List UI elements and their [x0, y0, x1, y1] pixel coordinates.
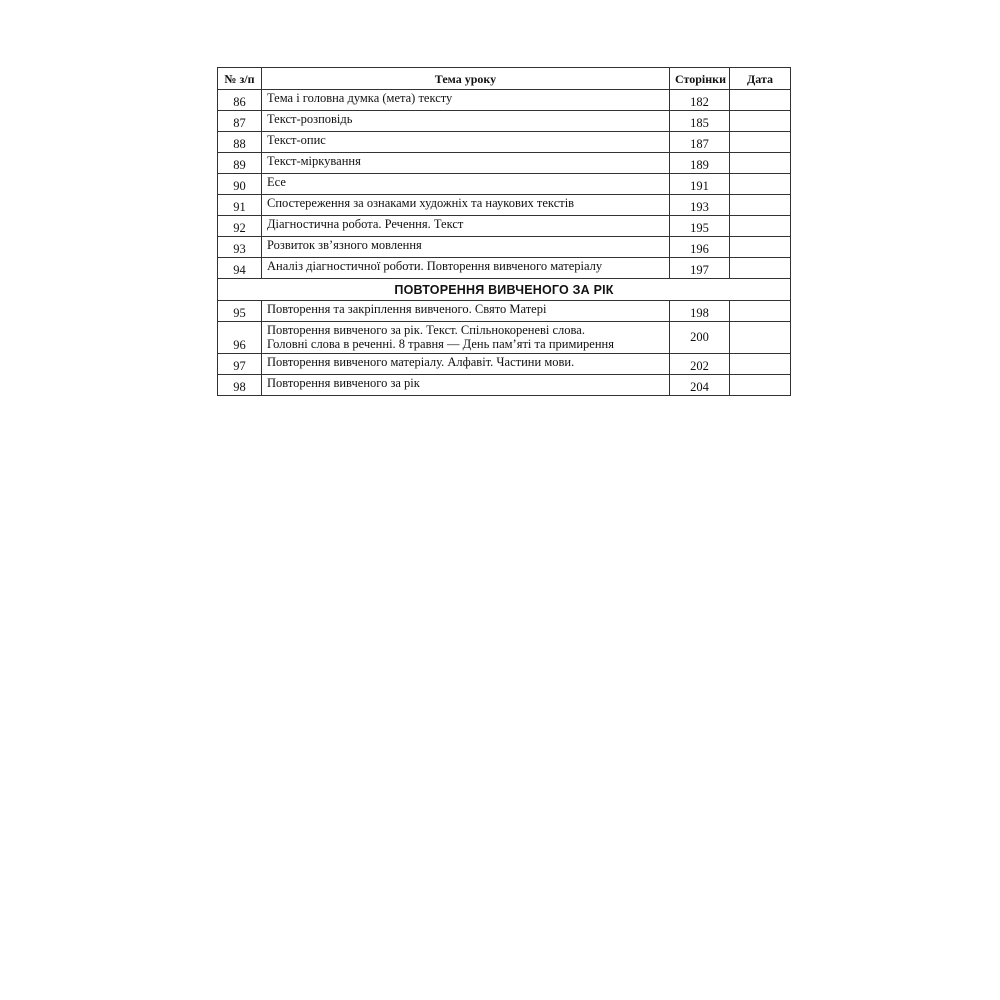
lesson-page: 202: [670, 354, 730, 375]
lesson-page: 189: [670, 153, 730, 174]
lesson-number: 91: [218, 195, 262, 216]
header-date: Дата: [730, 68, 791, 90]
lesson-page: 191: [670, 174, 730, 195]
lesson-number: 89: [218, 153, 262, 174]
lesson-page: 200: [670, 322, 730, 354]
lesson-number: 96: [218, 322, 262, 354]
lesson-number: 90: [218, 174, 262, 195]
table-row: [218, 111, 791, 132]
lesson-number: 88: [218, 132, 262, 153]
section-heading-row: [218, 279, 791, 301]
lesson-date: [730, 195, 791, 216]
lesson-date: [730, 375, 791, 396]
lesson-number: 92: [218, 216, 262, 237]
lesson-date: [730, 322, 791, 354]
lesson-topic: Повторення вивченого за рік: [262, 375, 670, 396]
table-header-row: [218, 68, 791, 90]
lesson-topic-line: Повторення вивченого за рік. Текст. Спільнокореневі слова.: [267, 323, 585, 337]
lesson-date: [730, 258, 791, 279]
table-row: [218, 174, 791, 195]
lesson-date: [730, 111, 791, 132]
table-row: [218, 301, 791, 322]
lesson-date: [730, 153, 791, 174]
lesson-number: 93: [218, 237, 262, 258]
header-number: № з/п: [218, 68, 262, 90]
lesson-page: 193: [670, 195, 730, 216]
table-row: [218, 375, 791, 396]
lesson-number: 98: [218, 375, 262, 396]
lesson-number: 97: [218, 354, 262, 375]
lesson-date: [730, 174, 791, 195]
lesson-topic: Розвиток зв’язного мовлення: [262, 237, 670, 258]
lesson-date: [730, 216, 791, 237]
section-title: ПОВТОРЕННЯ ВИВЧЕНОГО ЗА РІК: [218, 279, 791, 301]
lesson-date: [730, 237, 791, 258]
lesson-page: 196: [670, 237, 730, 258]
lesson-topic: Повторення вивченого матеріалу. Алфавіт. Частини мови.: [262, 354, 670, 375]
lesson-page: 198: [670, 301, 730, 322]
lesson-topic: Текст-міркування: [262, 153, 670, 174]
lesson-topic: [262, 322, 670, 354]
lessons-table: [217, 67, 791, 396]
lesson-topic: Повторення та закріплення вивченого. Свято Матері: [262, 301, 670, 322]
lesson-page: 185: [670, 111, 730, 132]
lesson-page: 187: [670, 132, 730, 153]
lesson-topic: Спостереження за ознаками художніх та наукових текстів: [262, 195, 670, 216]
lesson-date: [730, 90, 791, 111]
table-row: [218, 153, 791, 174]
lesson-page: 197: [670, 258, 730, 279]
table-row: [218, 216, 791, 237]
lesson-number: 94: [218, 258, 262, 279]
lesson-page: 204: [670, 375, 730, 396]
lesson-topic: Діагностична робота. Речення. Текст: [262, 216, 670, 237]
table-row: [218, 195, 791, 216]
lesson-page: 195: [670, 216, 730, 237]
lesson-topic-line: Головні слова в реченні. 8 травня — День пам’яті та примирення: [267, 337, 614, 351]
table-row: [218, 132, 791, 153]
lesson-number: 86: [218, 90, 262, 111]
lesson-topic: Текст-опис: [262, 132, 670, 153]
lesson-number: 95: [218, 301, 262, 322]
lesson-topic: Есе: [262, 174, 670, 195]
lesson-date: [730, 132, 791, 153]
lesson-date: [730, 301, 791, 322]
lesson-date: [730, 354, 791, 375]
table-row: [218, 258, 791, 279]
table-row: [218, 354, 791, 375]
table-row: [218, 237, 791, 258]
lesson-topic: Аналіз діагностичної роботи. Повторення вивченого матеріалу: [262, 258, 670, 279]
lesson-page: 182: [670, 90, 730, 111]
lesson-number: 87: [218, 111, 262, 132]
lesson-topic: Текст-розповідь: [262, 111, 670, 132]
lesson-topic: Тема і головна думка (мета) тексту: [262, 90, 670, 111]
table-row: [218, 322, 791, 354]
header-pages: Сторінки: [670, 68, 730, 90]
table-row: [218, 90, 791, 111]
header-topic: Тема уроку: [262, 68, 670, 90]
